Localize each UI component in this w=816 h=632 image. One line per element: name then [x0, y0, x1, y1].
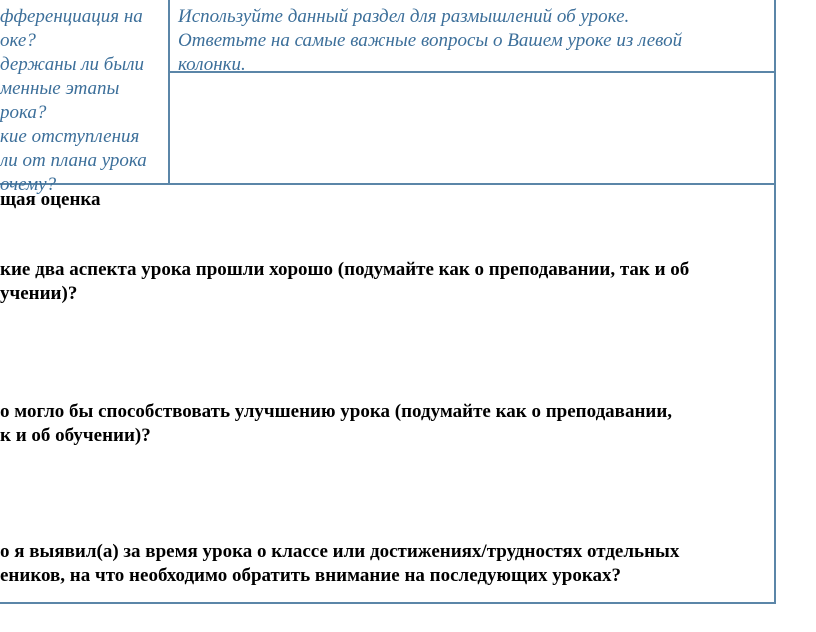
question-improvement [0, 400, 672, 448]
left-question-line: рока? [0, 102, 47, 123]
reflection-hint-cell [178, 5, 770, 77]
left-question-line: ли от плана урока [0, 150, 147, 171]
hint-line: Используйте данный раздел для размышлений об уроке. [178, 6, 630, 27]
hint-line: колонки. [178, 54, 246, 75]
overall-heading: щая оценка [0, 189, 101, 210]
left-question-line: держаны ли были [0, 54, 145, 75]
question-observations [0, 540, 679, 588]
question-line: еников, на что необходимо обратить внимание на последующих уроках? [0, 565, 621, 586]
left-question-line: фференциация на [0, 6, 143, 27]
question-good-aspects [0, 258, 689, 306]
left-question-line: кие отступления [0, 126, 140, 147]
hint-line: Ответьте на самые важные вопросы о Вашем уроке из левой [178, 30, 683, 51]
question-line: о могло бы способствовать улучшению урока (подумайте как о преподавании, [0, 401, 673, 422]
question-line: к и об обучении)? [0, 425, 151, 446]
left-question-line: менные этапы [0, 78, 120, 99]
column-divider [168, 0, 170, 185]
question-line: учении)? [0, 283, 78, 304]
left-questions-cell [0, 5, 166, 197]
left-question-line: оке? [0, 30, 36, 51]
question-line: кие два аспекта урока прошли хорошо (подумайте как о преподавании, так и об [0, 259, 690, 280]
left-question-line: очему? [0, 174, 57, 195]
question-line: о я выявил(а) за время урока о классе или достижениях/трудностях отдельных [0, 541, 680, 562]
